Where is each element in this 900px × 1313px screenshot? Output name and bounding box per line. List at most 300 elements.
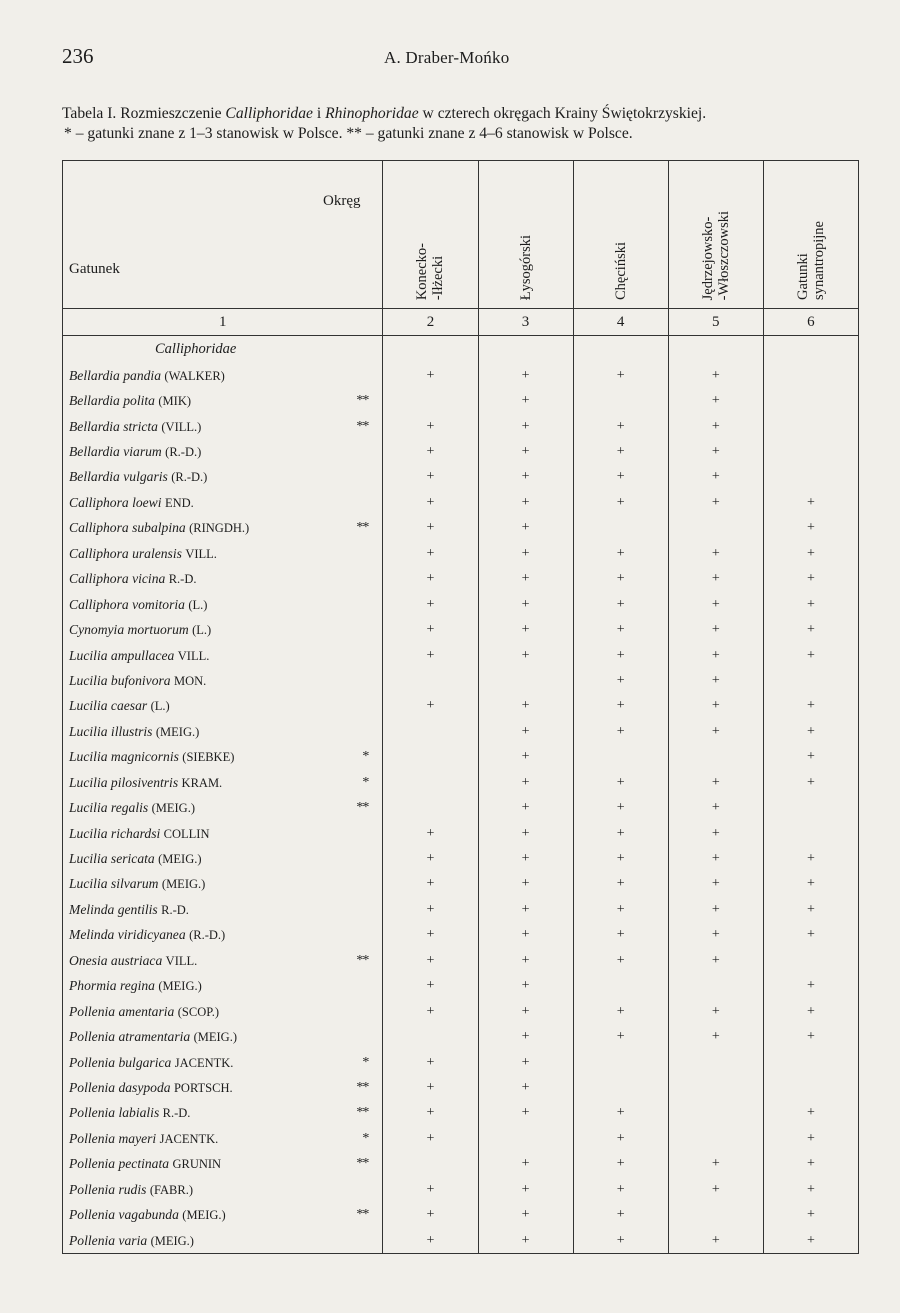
- species-author: (RINGDH.): [189, 521, 250, 536]
- presence-cell: +: [383, 414, 478, 439]
- species-author: (MEIG.): [150, 1233, 194, 1248]
- presence-cell: [763, 668, 858, 693]
- presence-cell: +: [478, 872, 573, 897]
- species-name-cell: [63, 567, 319, 592]
- rarity-mark: [319, 1177, 383, 1202]
- table-row: [63, 388, 859, 413]
- empty-cell: [763, 336, 858, 364]
- species-name-cell: [63, 1177, 319, 1202]
- species-name-cell: [63, 821, 319, 846]
- species-name: Calliphora uralensis: [69, 545, 182, 561]
- species-author: (SIEBKE): [182, 750, 235, 765]
- presence-cell: +: [763, 516, 858, 541]
- empty-cell: [383, 336, 478, 364]
- presence-cell: +: [573, 1202, 668, 1227]
- species-name-cell: [63, 1101, 319, 1126]
- species-author: VILL.: [185, 546, 217, 561]
- presence-cell: +: [668, 1177, 763, 1202]
- table-caption: [62, 104, 862, 144]
- family-name: Calliphoridae: [155, 341, 237, 357]
- column-header-text: Łysogórski: [517, 234, 534, 300]
- species-author: (R.-D.): [189, 928, 226, 943]
- empty-cell: [319, 336, 383, 364]
- empty-cell: [573, 336, 668, 364]
- rarity-mark: [319, 694, 383, 719]
- presence-cell: +: [383, 974, 478, 999]
- species-author: GRUNIN: [172, 1157, 222, 1172]
- species-name: Pollenia vagabunda: [69, 1207, 179, 1223]
- presence-cell: +: [573, 643, 668, 668]
- column-header-text: Jędrzejowsko- -Włoszczowski: [699, 210, 732, 300]
- table-row: [63, 541, 859, 566]
- presence-cell: +: [478, 541, 573, 566]
- empty-cell: [478, 336, 573, 364]
- presence-cell: +: [478, 1050, 573, 1075]
- column-header-checinski: [573, 161, 668, 309]
- species-name: Pollenia mayeri: [69, 1130, 157, 1146]
- presence-cell: +: [383, 1075, 478, 1100]
- table-row: [63, 897, 859, 922]
- column-number: 4: [573, 309, 668, 336]
- presence-cell: +: [573, 363, 668, 388]
- species-author: JACENTK.: [159, 1131, 219, 1146]
- table-row: [63, 490, 859, 515]
- presence-cell: +: [573, 592, 668, 617]
- presence-cell: +: [478, 770, 573, 795]
- presence-cell: +: [478, 1152, 573, 1177]
- presence-cell: [668, 974, 763, 999]
- presence-cell: +: [478, 821, 573, 846]
- species-name: Lucilia bufonivora: [69, 672, 171, 688]
- presence-cell: +: [573, 439, 668, 464]
- presence-cell: +: [383, 363, 478, 388]
- species-name: Lucilia silvarum: [69, 876, 159, 892]
- species-name: Pollenia dasypoda: [69, 1079, 171, 1095]
- presence-cell: +: [478, 567, 573, 592]
- species-name: Lucilia richardsi: [69, 825, 161, 841]
- table-row: [63, 999, 859, 1024]
- presence-cell: +: [573, 1101, 668, 1126]
- species-name: Bellardia viarum: [69, 444, 162, 460]
- species-author: R.-D.: [161, 902, 189, 917]
- presence-cell: +: [383, 897, 478, 922]
- table-row: [63, 668, 859, 693]
- species-name: Lucilia ampullacea: [69, 647, 175, 663]
- column-number: 5: [668, 309, 763, 336]
- presence-cell: +: [383, 1177, 478, 1202]
- species-name: Lucilia pilosiventris: [69, 774, 179, 790]
- species-name: Lucilia caesar: [69, 698, 148, 714]
- rarity-mark: [319, 490, 383, 515]
- presence-cell: +: [383, 999, 478, 1024]
- presence-cell: +: [573, 923, 668, 948]
- presence-cell: [383, 719, 478, 744]
- rarity-mark: [319, 567, 383, 592]
- table-row: [63, 414, 859, 439]
- presence-cell: [573, 516, 668, 541]
- presence-cell: +: [668, 923, 763, 948]
- species-name-cell: [63, 1050, 319, 1075]
- species-name: Pollenia rudis: [69, 1181, 147, 1197]
- species-name: Lucilia sericata: [69, 851, 155, 867]
- presence-cell: +: [383, 948, 478, 973]
- presence-cell: +: [383, 1202, 478, 1227]
- rarity-mark: **: [319, 516, 383, 541]
- table-row: [63, 1152, 859, 1177]
- presence-cell: +: [573, 1126, 668, 1151]
- species-name: Pollenia bulgarica: [69, 1054, 172, 1070]
- presence-cell: [668, 745, 763, 770]
- presence-cell: +: [478, 388, 573, 413]
- presence-cell: +: [763, 897, 858, 922]
- rarity-mark: **: [319, 388, 383, 413]
- presence-cell: +: [763, 592, 858, 617]
- species-name: Pollenia pectinata: [69, 1156, 170, 1172]
- rarity-mark: [319, 643, 383, 668]
- species-name-cell: [63, 719, 319, 744]
- table-row: [63, 719, 859, 744]
- species-author: R.-D.: [168, 572, 197, 587]
- presence-cell: +: [478, 745, 573, 770]
- presence-cell: +: [573, 719, 668, 744]
- table-row: [63, 1202, 859, 1227]
- table-row: [63, 1126, 859, 1151]
- table-row: [63, 948, 859, 973]
- presence-cell: +: [383, 516, 478, 541]
- presence-cell: +: [478, 1024, 573, 1049]
- species-name-cell: [63, 1228, 319, 1254]
- presence-cell: +: [478, 516, 573, 541]
- table-row: [63, 592, 859, 617]
- rarity-mark: [319, 1228, 383, 1254]
- species-name-cell: [63, 1126, 319, 1151]
- presence-cell: +: [763, 974, 858, 999]
- rarity-mark: *: [319, 1126, 383, 1151]
- presence-cell: +: [478, 465, 573, 490]
- presence-cell: +: [478, 490, 573, 515]
- presence-cell: [763, 414, 858, 439]
- presence-cell: +: [573, 897, 668, 922]
- presence-cell: +: [478, 1202, 573, 1227]
- table-row: [63, 821, 859, 846]
- species-name-cell: [63, 388, 319, 413]
- table-row: [63, 516, 859, 541]
- presence-cell: +: [478, 974, 573, 999]
- species-name-cell: [63, 974, 319, 999]
- species-name-cell: [63, 694, 319, 719]
- presence-cell: +: [763, 719, 858, 744]
- column-header-text: Konecko- -Iłżecki: [414, 242, 447, 300]
- table-row: [63, 1228, 859, 1254]
- presence-cell: [383, 795, 478, 820]
- presence-cell: +: [478, 592, 573, 617]
- header-corner-cell: [63, 161, 383, 309]
- running-header-author: A. Draber-Mońko: [384, 48, 510, 67]
- presence-cell: +: [383, 592, 478, 617]
- region-label: Okręg: [323, 193, 361, 209]
- species-name-cell: [63, 668, 319, 693]
- species-author: (MEIG.): [193, 1030, 237, 1045]
- presence-cell: +: [478, 897, 573, 922]
- species-name-cell: [63, 1202, 319, 1227]
- caption-text-a: Tabela I. Rozmieszczenie: [62, 105, 226, 122]
- distribution-table: [62, 160, 859, 1254]
- species-author: KRAM.: [181, 775, 223, 790]
- presence-cell: +: [763, 1101, 858, 1126]
- presence-cell: [763, 439, 858, 464]
- column-header-konecko: [383, 161, 478, 309]
- species-author: (R.-D.): [171, 470, 208, 485]
- table-row: [63, 1101, 859, 1126]
- presence-cell: +: [573, 1152, 668, 1177]
- species-name: Bellardia stricta: [69, 418, 158, 434]
- presence-cell: +: [573, 490, 668, 515]
- presence-cell: +: [668, 439, 763, 464]
- species-name: Melinda viridicyanea: [69, 927, 186, 943]
- presence-cell: +: [668, 1228, 763, 1254]
- presence-cell: +: [668, 770, 763, 795]
- species-name: Onesia austriaca: [69, 952, 163, 968]
- presence-cell: +: [478, 1177, 573, 1202]
- presence-cell: +: [383, 439, 478, 464]
- page-number: 236: [62, 44, 94, 68]
- rarity-mark: [319, 897, 383, 922]
- presence-cell: +: [573, 1177, 668, 1202]
- species-name: Lucilia regalis: [69, 800, 149, 816]
- species-name-cell: [63, 770, 319, 795]
- table-header-row: [63, 161, 859, 309]
- presence-cell: +: [478, 363, 573, 388]
- presence-cell: [668, 1126, 763, 1151]
- presence-cell: +: [668, 567, 763, 592]
- presence-cell: [478, 1126, 573, 1151]
- caption-line-1: [62, 104, 862, 124]
- presence-cell: +: [478, 795, 573, 820]
- presence-cell: +: [668, 1152, 763, 1177]
- rarity-mark: [319, 465, 383, 490]
- column-header-text: Chęciński: [612, 242, 629, 300]
- presence-cell: +: [763, 1152, 858, 1177]
- species-name: Bellardia vulgaris: [69, 469, 168, 485]
- table-row: [63, 846, 859, 871]
- presence-cell: +: [383, 567, 478, 592]
- rarity-mark: *: [319, 770, 383, 795]
- table-row: [63, 465, 859, 490]
- presence-cell: [573, 1075, 668, 1100]
- species-author: JACENTK.: [174, 1055, 234, 1070]
- presence-cell: +: [478, 846, 573, 871]
- presence-cell: [383, 1024, 478, 1049]
- species-name: Pollenia atramentaria: [69, 1029, 191, 1045]
- species-name: Bellardia polita: [69, 393, 155, 409]
- presence-cell: +: [478, 1101, 573, 1126]
- species-name: Lucilia magnicornis: [69, 749, 179, 765]
- presence-cell: +: [383, 1126, 478, 1151]
- species-name: Cynomyia mortuorum: [69, 622, 189, 638]
- presence-cell: +: [763, 770, 858, 795]
- table-row: [63, 617, 859, 642]
- presence-cell: [478, 668, 573, 693]
- presence-cell: +: [668, 999, 763, 1024]
- presence-cell: +: [668, 1024, 763, 1049]
- presence-cell: +: [573, 821, 668, 846]
- presence-cell: +: [478, 643, 573, 668]
- presence-cell: +: [763, 1177, 858, 1202]
- presence-cell: +: [668, 897, 763, 922]
- presence-cell: [668, 1202, 763, 1227]
- species-author: (FABR.): [149, 1182, 194, 1197]
- rarity-mark: [319, 1024, 383, 1049]
- presence-cell: +: [478, 1228, 573, 1254]
- presence-cell: +: [573, 617, 668, 642]
- presence-cell: +: [763, 694, 858, 719]
- presence-cell: +: [573, 668, 668, 693]
- rarity-mark: [319, 872, 383, 897]
- presence-cell: +: [383, 465, 478, 490]
- presence-cell: [383, 770, 478, 795]
- presence-cell: +: [763, 923, 858, 948]
- presence-cell: +: [573, 846, 668, 871]
- presence-cell: +: [573, 465, 668, 490]
- presence-cell: [763, 1050, 858, 1075]
- presence-cell: +: [668, 821, 763, 846]
- species-author: R.-D.: [162, 1106, 191, 1121]
- presence-cell: +: [383, 694, 478, 719]
- column-header-lysogorski: [478, 161, 573, 309]
- presence-cell: +: [478, 948, 573, 973]
- table-row: [63, 694, 859, 719]
- presence-cell: [668, 1101, 763, 1126]
- presence-cell: +: [763, 617, 858, 642]
- rarity-mark: [319, 439, 383, 464]
- species-author: (WALKER): [164, 368, 225, 383]
- presence-cell: +: [573, 1228, 668, 1254]
- table-row: [63, 745, 859, 770]
- species-name-cell: [63, 745, 319, 770]
- presence-cell: +: [763, 846, 858, 871]
- rarity-mark: [319, 974, 383, 999]
- species-author: (L.): [150, 699, 170, 714]
- rarity-mark: [319, 541, 383, 566]
- column-number: 6: [763, 309, 858, 336]
- species-name-cell: [63, 516, 319, 541]
- presence-cell: +: [668, 592, 763, 617]
- species-name-cell: [63, 541, 319, 566]
- species-name-cell: [63, 1075, 319, 1100]
- species-author: (MIK): [158, 394, 192, 409]
- species-author: (R.-D.): [165, 445, 202, 460]
- presence-cell: +: [383, 846, 478, 871]
- presence-cell: +: [478, 694, 573, 719]
- presence-cell: [573, 974, 668, 999]
- presence-cell: +: [763, 1228, 858, 1254]
- species-author: (MEIG.): [158, 979, 202, 994]
- presence-cell: +: [668, 872, 763, 897]
- table-row: [63, 439, 859, 464]
- caption-family-1: Calliphoridae: [225, 105, 313, 122]
- species-author: (MEIG.): [155, 724, 200, 739]
- presence-cell: [573, 388, 668, 413]
- species-name: Calliphora vicina: [69, 571, 166, 587]
- rarity-mark: **: [319, 414, 383, 439]
- empty-cell: [668, 336, 763, 364]
- presence-cell: +: [383, 1050, 478, 1075]
- rarity-mark: **: [319, 1075, 383, 1100]
- presence-cell: +: [573, 872, 668, 897]
- species-name-cell: [63, 846, 319, 871]
- rarity-mark: **: [319, 1101, 383, 1126]
- species-name-cell: [63, 490, 319, 515]
- presence-cell: +: [383, 490, 478, 515]
- rarity-mark: [319, 999, 383, 1024]
- presence-cell: +: [383, 1228, 478, 1254]
- species-name-cell: [63, 465, 319, 490]
- presence-cell: +: [478, 923, 573, 948]
- species-name-cell: [63, 897, 319, 922]
- presence-cell: [383, 745, 478, 770]
- presence-cell: +: [383, 821, 478, 846]
- family-row: [63, 336, 859, 364]
- table-row: [63, 770, 859, 795]
- species-name: Pollenia labialis: [69, 1105, 160, 1121]
- family-name-cell: [63, 336, 319, 364]
- rarity-mark: *: [319, 745, 383, 770]
- species-name-cell: [63, 923, 319, 948]
- presence-cell: [383, 668, 478, 693]
- species-name-cell: [63, 363, 319, 388]
- species-name-cell: [63, 999, 319, 1024]
- table-row: [63, 363, 859, 388]
- species-label: Gatunek: [69, 261, 120, 277]
- presence-cell: +: [763, 490, 858, 515]
- presence-cell: +: [668, 388, 763, 413]
- presence-cell: +: [763, 541, 858, 566]
- presence-cell: +: [478, 617, 573, 642]
- rarity-mark: **: [319, 795, 383, 820]
- rarity-mark: **: [319, 1202, 383, 1227]
- presence-cell: +: [668, 948, 763, 973]
- column-number-row: [63, 309, 859, 336]
- caption-family-2: Rhinophoridae: [325, 105, 419, 122]
- column-number: 2: [383, 309, 478, 336]
- presence-cell: +: [573, 414, 668, 439]
- presence-cell: +: [573, 770, 668, 795]
- species-name-cell: [63, 1024, 319, 1049]
- presence-cell: +: [668, 719, 763, 744]
- presence-cell: +: [668, 668, 763, 693]
- caption-text-c: w czterech okręgach Krainy Świętokrzyskiej.: [418, 105, 707, 122]
- presence-cell: [668, 1075, 763, 1100]
- presence-cell: +: [573, 999, 668, 1024]
- rarity-mark: [319, 668, 383, 693]
- species-author: MON.: [173, 673, 207, 688]
- species-name-cell: [63, 592, 319, 617]
- table-row: [63, 1050, 859, 1075]
- presence-cell: +: [763, 643, 858, 668]
- caption-text-b: i: [312, 105, 326, 122]
- presence-cell: +: [573, 567, 668, 592]
- species-author: PORTSCH.: [173, 1080, 233, 1095]
- presence-cell: [763, 821, 858, 846]
- column-number: 1: [63, 309, 383, 336]
- table-row: [63, 795, 859, 820]
- presence-cell: +: [383, 923, 478, 948]
- presence-cell: +: [573, 795, 668, 820]
- presence-cell: [763, 363, 858, 388]
- presence-cell: +: [668, 414, 763, 439]
- presence-cell: +: [478, 1075, 573, 1100]
- species-name-cell: [63, 795, 319, 820]
